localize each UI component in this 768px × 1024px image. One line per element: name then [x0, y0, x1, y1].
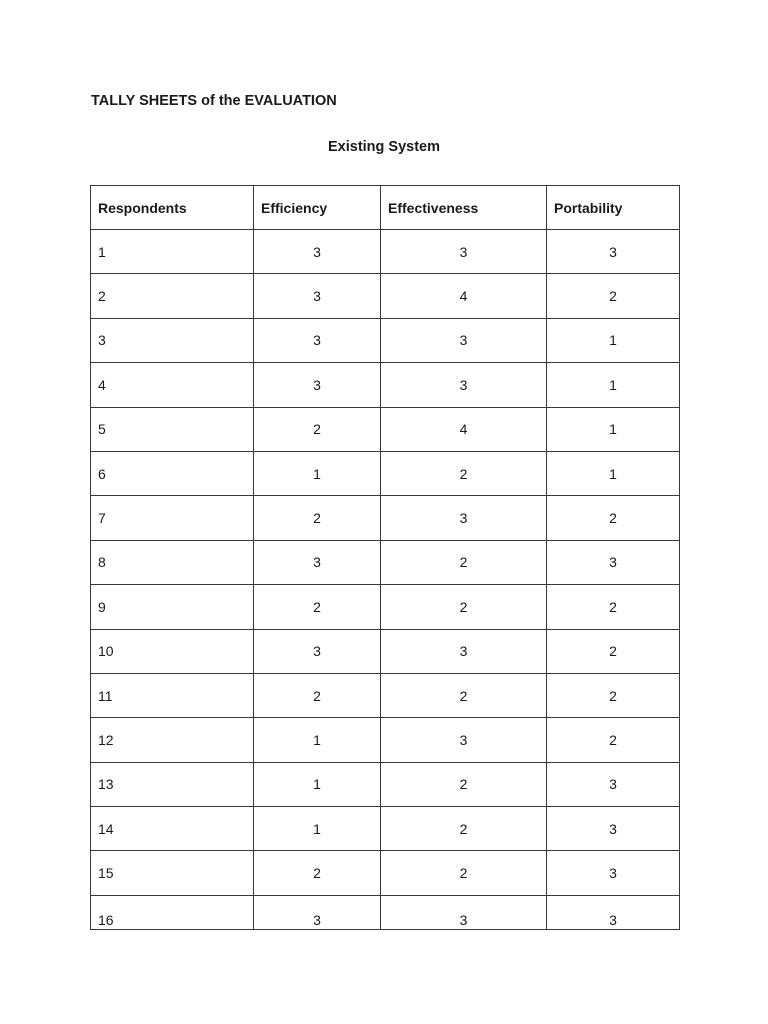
- effectiveness-cell: 3: [381, 318, 547, 362]
- header-effectiveness: Effectiveness: [381, 186, 547, 230]
- portability-cell: 1: [547, 318, 680, 362]
- effectiveness-cell: 2: [381, 851, 547, 895]
- efficiency-cell: 1: [254, 718, 381, 762]
- efficiency-cell: 1: [254, 807, 381, 851]
- respondent-cell: 1: [91, 230, 254, 274]
- effectiveness-cell: 4: [381, 407, 547, 451]
- efficiency-cell: 2: [254, 407, 381, 451]
- effectiveness-cell: 3: [381, 363, 547, 407]
- respondent-cell: 6: [91, 451, 254, 495]
- efficiency-cell: 2: [254, 496, 381, 540]
- effectiveness-cell: 3: [381, 496, 547, 540]
- portability-cell: 2: [547, 629, 680, 673]
- efficiency-cell: 1: [254, 762, 381, 806]
- table-row: [91, 807, 680, 851]
- portability-cell: 3: [547, 230, 680, 274]
- portability-cell: 3: [547, 807, 680, 851]
- portability-cell: 1: [547, 451, 680, 495]
- portability-cell: 2: [547, 585, 680, 629]
- header-portability: Portability: [547, 186, 680, 230]
- effectiveness-cell: 4: [381, 274, 547, 318]
- header-respondents: Respondents: [91, 186, 254, 230]
- respondent-cell: 10: [91, 629, 254, 673]
- table-subtitle: Existing System: [327, 139, 440, 155]
- efficiency-cell: 2: [254, 673, 381, 717]
- table-row: [91, 585, 680, 629]
- efficiency-cell: 2: [254, 585, 381, 629]
- efficiency-cell: 2: [254, 851, 381, 895]
- effectiveness-cell: 2: [381, 451, 547, 495]
- portability-cell: 2: [547, 274, 680, 318]
- header-efficiency: Efficiency: [254, 186, 381, 230]
- table-row: [91, 540, 680, 584]
- efficiency-cell: 3: [254, 274, 381, 318]
- respondent-cell: 5: [91, 407, 254, 451]
- efficiency-cell: 3: [254, 629, 381, 673]
- portability-cell: 2: [547, 718, 680, 762]
- portability-cell: 2: [547, 673, 680, 717]
- respondent-cell: 9: [91, 585, 254, 629]
- table-row: [91, 851, 680, 895]
- efficiency-cell: 3: [254, 895, 381, 929]
- effectiveness-cell: 2: [381, 585, 547, 629]
- efficiency-cell: 3: [254, 540, 381, 584]
- effectiveness-cell: 2: [381, 673, 547, 717]
- effectiveness-cell: 3: [381, 230, 547, 274]
- table-row: [91, 496, 680, 540]
- respondent-cell: 14: [91, 807, 254, 851]
- respondent-cell: 15: [91, 851, 254, 895]
- table-row: [91, 363, 680, 407]
- table-row: [91, 230, 680, 274]
- table-row: [91, 895, 680, 929]
- respondent-cell: 16: [91, 895, 254, 929]
- efficiency-cell: 1: [254, 451, 381, 495]
- respondent-cell: 4: [91, 363, 254, 407]
- respondent-cell: 12: [91, 718, 254, 762]
- efficiency-cell: 3: [254, 363, 381, 407]
- effectiveness-cell: 3: [381, 629, 547, 673]
- table-row: [91, 407, 680, 451]
- portability-cell: 3: [547, 540, 680, 584]
- portability-cell: 3: [547, 851, 680, 895]
- effectiveness-cell: 2: [381, 807, 547, 851]
- document-title: TALLY SHEETS of the EVALUATION: [91, 93, 337, 109]
- respondent-cell: 11: [91, 673, 254, 717]
- table-row: [91, 451, 680, 495]
- table-row: [91, 762, 680, 806]
- respondent-cell: 3: [91, 318, 254, 362]
- table-body: [91, 230, 680, 930]
- portability-cell: 1: [547, 407, 680, 451]
- respondent-cell: 13: [91, 762, 254, 806]
- portability-cell: 2: [547, 496, 680, 540]
- respondent-cell: 2: [91, 274, 254, 318]
- portability-cell: 3: [547, 762, 680, 806]
- portability-cell: 3: [547, 895, 680, 929]
- respondent-cell: 7: [91, 496, 254, 540]
- effectiveness-cell: 3: [381, 718, 547, 762]
- table-row: [91, 673, 680, 717]
- table-header-row: [91, 186, 680, 230]
- efficiency-cell: 3: [254, 318, 381, 362]
- portability-cell: 1: [547, 363, 680, 407]
- effectiveness-cell: 2: [381, 540, 547, 584]
- table-row: [91, 274, 680, 318]
- effectiveness-cell: 2: [381, 762, 547, 806]
- efficiency-cell: 3: [254, 230, 381, 274]
- tally-table: [90, 185, 680, 930]
- table-row: [91, 629, 680, 673]
- table-row: [91, 718, 680, 762]
- respondent-cell: 8: [91, 540, 254, 584]
- effectiveness-cell: 3: [381, 895, 547, 929]
- table-row: [91, 318, 680, 362]
